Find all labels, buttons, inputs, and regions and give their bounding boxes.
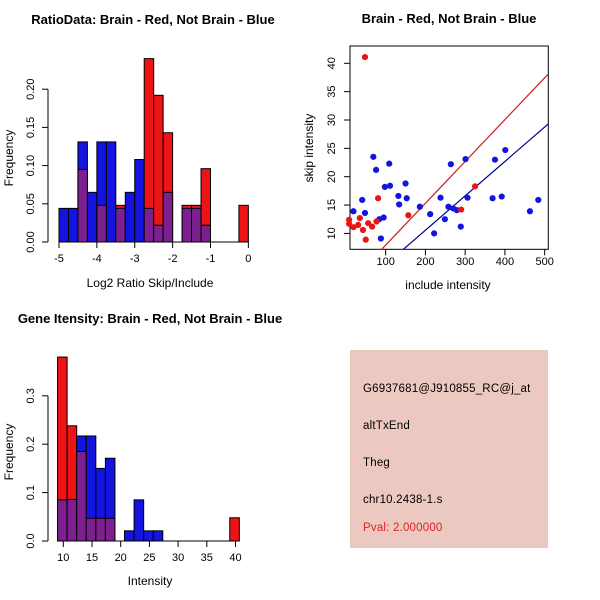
brain-point <box>363 237 369 243</box>
notbrain-point <box>350 208 356 214</box>
brain-point <box>458 206 464 212</box>
locus-id: chr10.2438-1.s <box>363 494 443 506</box>
histogram-bar-overlap <box>97 205 106 242</box>
x-tick-label: 10 <box>57 552 70 564</box>
histogram-bar <box>144 531 154 541</box>
pval-text: Pval: 2.000000 <box>363 522 443 534</box>
histogram-bar-overlap <box>58 500 68 541</box>
skip-include-scatter-plot <box>300 0 600 300</box>
y-tick-label: 0.10 <box>25 154 37 177</box>
histogram-bar <box>154 95 163 242</box>
notbrain-point <box>502 147 508 153</box>
y-axis-title: Frequency <box>2 423 16 481</box>
histogram-bar <box>106 142 115 242</box>
notbrain-point <box>464 195 470 201</box>
x-tick-label: 400 <box>495 256 515 268</box>
notbrain-point <box>396 201 402 207</box>
y-tick-label: 0.05 <box>25 193 37 215</box>
y-axis-title: skip intensity <box>302 113 316 183</box>
y-tick-label: 15 <box>326 198 338 212</box>
histogram-bar-overlap <box>105 518 115 541</box>
x-tick-label: 30 <box>171 552 185 564</box>
brain-point <box>375 195 381 201</box>
y-tick-label: 10 <box>326 227 338 240</box>
x-tick-label: 300 <box>455 256 475 268</box>
histogram-bar-overlap <box>78 169 87 242</box>
gene-info-card <box>350 350 548 548</box>
plot-title: RatioData: Brain - Red, Not Brain - Blue <box>31 12 275 27</box>
notbrain-point <box>442 216 448 222</box>
y-axis-title: Frequency <box>2 129 16 187</box>
x-tick-label: -4 <box>91 253 102 265</box>
histogram-bar <box>59 208 68 242</box>
brain-point <box>472 183 478 189</box>
x-tick-label: -5 <box>54 253 64 265</box>
notbrain-point <box>382 184 388 190</box>
notbrain-point <box>417 204 423 210</box>
y-tick-label: 40 <box>326 57 338 70</box>
histogram-bar <box>68 208 77 242</box>
brain-point <box>362 54 368 60</box>
histogram-bar-overlap <box>163 192 172 242</box>
y-tick-label: 0.3 <box>25 388 37 404</box>
y-tick-label: 0.15 <box>25 116 37 139</box>
notbrain-point <box>489 195 495 201</box>
histogram-bar <box>135 159 144 242</box>
y-tick-label: 0.00 <box>25 231 37 253</box>
plot-title: Gene Itensity: Brain - Red, Not Brain - Blue <box>17 311 283 326</box>
ratio-histogram-panel <box>0 0 300 300</box>
notbrain-point <box>370 154 376 160</box>
histogram-bar-overlap <box>77 451 87 541</box>
y-tick-label: 35 <box>326 85 338 98</box>
histogram-bar-overlap <box>116 208 125 242</box>
x-axis-title: include intensity <box>405 278 491 292</box>
x-tick-label: -1 <box>205 253 216 265</box>
notbrain-point <box>527 208 533 214</box>
y-tick-label: 20 <box>326 170 338 183</box>
event-type: altTxEnd <box>363 420 410 432</box>
y-tick-label: 0.0 <box>25 533 37 549</box>
x-tick-label: 500 <box>535 256 554 268</box>
brain-point <box>373 218 379 224</box>
gene-name: Theg <box>363 457 391 469</box>
notbrain-point <box>373 167 379 173</box>
gene-intensity-histogram-panel <box>0 300 300 600</box>
notbrain-point <box>448 161 454 167</box>
x-tick-label: 35 <box>200 552 213 564</box>
ratio-histogram-plot <box>0 0 300 300</box>
histogram-bar <box>230 518 240 541</box>
notbrain-point <box>437 195 443 201</box>
brain-point <box>355 222 361 228</box>
x-tick-label: -2 <box>167 253 178 265</box>
scatter-panel <box>300 0 600 300</box>
notbrain-point <box>492 157 498 163</box>
notbrain-point <box>381 214 387 220</box>
notbrain-point <box>362 210 368 216</box>
y-tick-label: 25 <box>326 142 338 155</box>
x-tick-label: -3 <box>129 253 140 265</box>
notbrain-point <box>402 180 408 186</box>
x-tick-label: 0 <box>245 253 252 265</box>
x-tick-label: 200 <box>416 256 435 268</box>
brain-point <box>357 215 363 221</box>
histogram-bar-overlap <box>201 225 210 242</box>
notbrain-point <box>378 235 384 241</box>
brain-point <box>369 223 375 229</box>
histogram-bar <box>125 531 135 541</box>
x-tick-label: 100 <box>376 256 395 268</box>
histogram-bar <box>239 205 248 242</box>
brain-point <box>360 227 366 233</box>
histogram-bar-overlap <box>182 208 191 242</box>
histogram-bar <box>125 192 134 242</box>
notbrain-point <box>499 193 505 199</box>
histogram-bar <box>153 531 163 541</box>
y-tick-label: 30 <box>326 113 338 127</box>
notbrain-point <box>404 195 410 201</box>
histogram-bar-overlap <box>86 518 96 541</box>
x-axis-title: Intensity <box>127 574 173 588</box>
probe-id: G6937681@J910855_RC@j_at <box>363 383 531 395</box>
histogram-bar <box>87 192 96 242</box>
notbrain-point <box>359 197 365 203</box>
histogram-bar-overlap <box>192 208 201 242</box>
x-axis-title: Log2 Ratio Skip/Include <box>86 276 214 290</box>
histogram-bar-overlap <box>67 499 77 541</box>
x-tick-label: 40 <box>229 552 242 564</box>
plot-title: Brain - Red, Not Brain - Blue <box>361 11 537 26</box>
brain-point <box>405 212 411 218</box>
x-tick-label: 20 <box>114 552 127 564</box>
histogram-bar-overlap <box>144 208 153 242</box>
y-tick-label: 0.1 <box>25 484 37 501</box>
gene-intensity-histogram-plot <box>0 300 300 600</box>
x-tick-label: 25 <box>143 552 156 564</box>
x-tick-label: 15 <box>85 552 99 564</box>
notbrain-point <box>427 211 433 217</box>
notbrain-point <box>462 156 468 162</box>
y-tick-label: 0.2 <box>25 436 37 452</box>
notbrain-point <box>387 183 393 189</box>
histogram-bar-overlap <box>96 518 106 541</box>
y-tick-label: 0.20 <box>25 78 37 100</box>
notbrain-point <box>386 161 392 167</box>
histogram-bar <box>134 500 144 541</box>
notbrain-point <box>535 197 541 203</box>
histogram-bar-overlap <box>154 225 163 242</box>
notbrain-point <box>395 193 401 199</box>
notbrain-point <box>431 230 437 236</box>
info-panel <box>300 300 600 600</box>
notbrain-point <box>458 223 464 229</box>
